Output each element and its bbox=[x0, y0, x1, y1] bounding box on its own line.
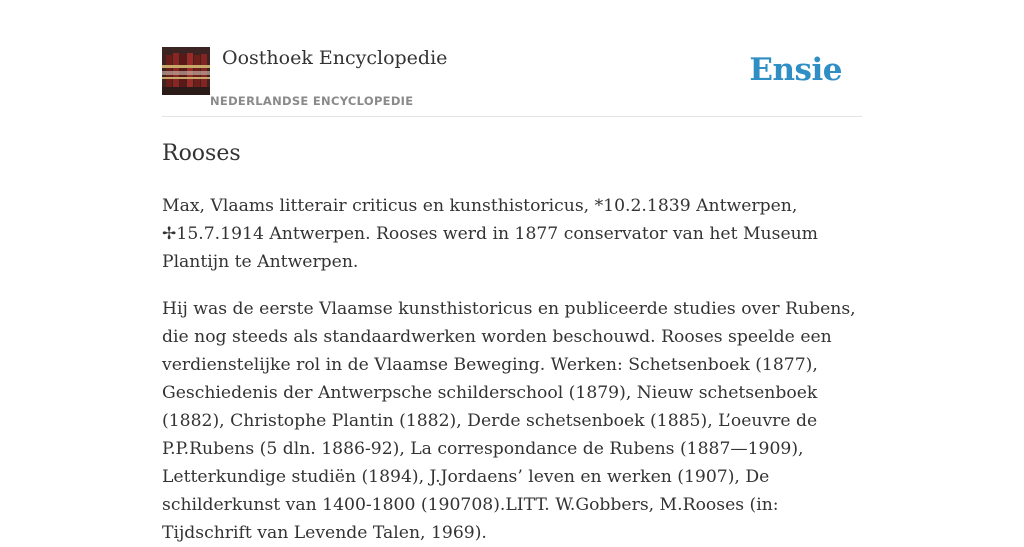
entry-paragraph-2: Hij was de eerste Vlaamse kunsthistoricus en publiceerde studies over Rubens, die nog steeds als standaardwerken worden beschouwd. Rooses speelde een verdienstelijke rol in de Vlaamse Beweging. Werken: Schetsenboek (1877), Geschiedenis der Antwerpsche schilderschool (1879), Nieuw schetsenboek (1882), Christophe Plantin (1882), Derde schetsenboek (1885), L’oeuvre de P.P.Rubens (5 dln. 1886-92), La correspondance de Rubens (1887—1909), Letterkundige studiën (1894), J.Jordaens’ leven en werken (1907), De schilderkunst van 1400-1800 (190708).LITT. W.Gobbers, M.Rooses (in: Tijdschrift van Levende Talen, 1969). bbox=[162, 299, 856, 543]
site-title[interactable]: Oosthoek Encyclopedie bbox=[222, 47, 448, 69]
site-subtitle: NEDERLANDSE ENCYCLOPEDIE bbox=[210, 94, 414, 108]
entry-title: Rooses bbox=[162, 141, 241, 166]
entry-content bbox=[162, 138, 862, 547]
encyclopedia-books-icon[interactable] bbox=[162, 47, 210, 95]
site-header bbox=[162, 46, 862, 117]
ensie-logo[interactable]: Ensie bbox=[749, 52, 842, 88]
entry-paragraph-1: Max, Vlaams litterair criticus en kunsthistoricus, *10.2.1839 Antwerpen, ✢15.7.1914 Antwerpen. Rooses werd in 1877 conservator van het Museum Plantijn te Antwerpen. bbox=[162, 196, 818, 272]
